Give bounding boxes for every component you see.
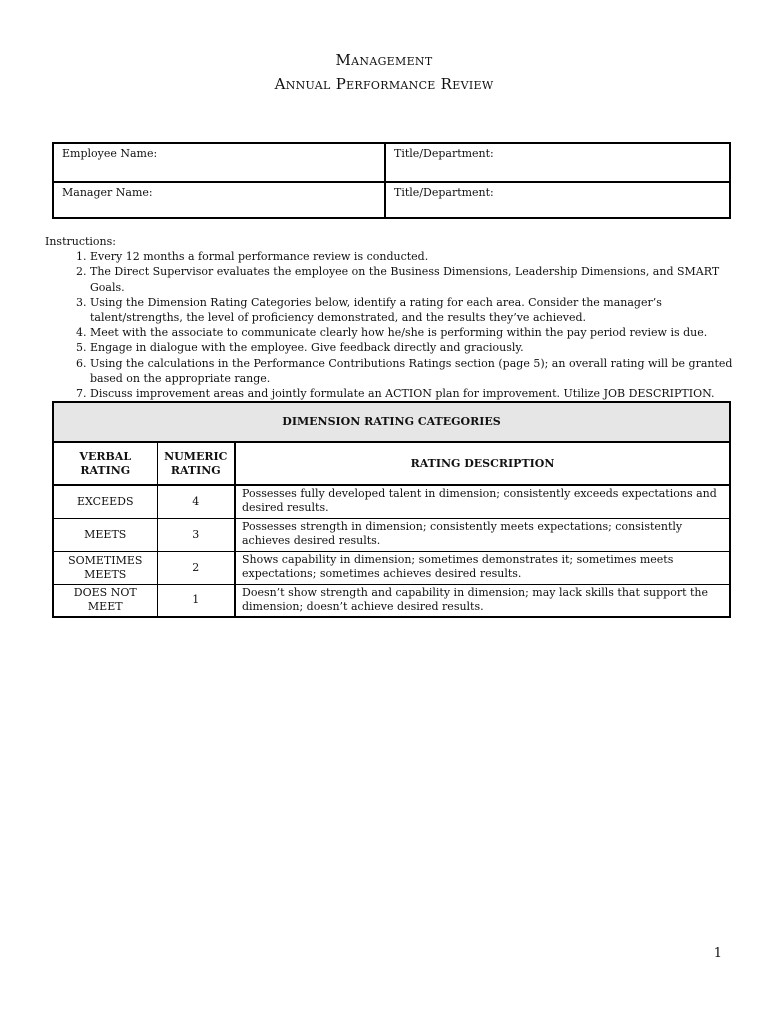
employee-info-table bbox=[52, 142, 731, 219]
instruction-item: 3. Using the Dimension Rating Categories below, identify a rating for each area. Consider the manager’s talent/strengths, the level of proficiency demonstrated, and the results they’ve achieved. bbox=[90, 295, 735, 325]
verbal-rating-cell: EXCEEDS bbox=[53, 485, 157, 518]
rating-table-header-row bbox=[53, 442, 730, 485]
numeric-rating-cell: 4 bbox=[157, 485, 235, 518]
instruction-item: 1. Every 12 months a formal performance review is conducted. bbox=[90, 249, 735, 264]
instruction-item: 4. Meet with the associate to communicate clearly how he/she is performing within the pay period review is due. bbox=[90, 325, 735, 340]
dimension-rating-table bbox=[52, 401, 731, 618]
rating-description-cell: Possesses fully developed talent in dimension; consistently exceeds expectations and desired results. bbox=[235, 485, 730, 518]
instruction-item: 5. Engage in dialogue with the employee. Give feedback directly and graciously. bbox=[90, 340, 735, 355]
instruction-item: 7. Discuss improvement areas and jointly formulate an ACTION plan for improvement. Utilize JOB DESCRIPTION. bbox=[90, 386, 735, 401]
title-line-2: Annual Performance Review bbox=[274, 75, 494, 93]
numeric-rating-cell: 3 bbox=[157, 518, 235, 551]
table-row bbox=[53, 485, 730, 518]
rating-description-cell: Shows capability in dimension; sometimes demonstrates it; sometimes meets expectations; sometimes achieves desired results. bbox=[235, 551, 730, 584]
table-row bbox=[53, 518, 730, 551]
instructions-heading: Instructions: bbox=[45, 235, 116, 248]
rating-description-header: RATING DESCRIPTION bbox=[235, 442, 730, 485]
verbal-rating-header: VERBAL RATING bbox=[53, 442, 157, 485]
rating-description-cell: Doesn’t show strength and capability in dimension; may lack skills that support the dimension; doesn’t achieve desired results. bbox=[235, 584, 730, 617]
document-title bbox=[0, 48, 768, 96]
numeric-rating-header: NUMERIC RATING bbox=[157, 442, 235, 485]
table-row bbox=[53, 584, 730, 617]
verbal-rating-cell: SOMETIMES MEETS bbox=[53, 551, 157, 584]
rating-table-title: DIMENSION RATING CATEGORIES bbox=[53, 402, 730, 442]
table-row bbox=[53, 551, 730, 584]
rating-table-title-row bbox=[53, 402, 730, 442]
numeric-rating-cell: 1 bbox=[157, 584, 235, 617]
instruction-item: 2. The Direct Supervisor evaluates the employee on the Business Dimensions, Leadership Dimensions, and SMART Goals. bbox=[90, 264, 735, 294]
rating-description-cell: Possesses strength in dimension; consistently meets expectations; consistently achieves desired results. bbox=[235, 518, 730, 551]
verbal-rating-cell: DOES NOT MEET bbox=[53, 584, 157, 617]
employee-name-cell[interactable]: Employee Name: bbox=[53, 143, 385, 182]
info-row-employee bbox=[53, 143, 730, 182]
verbal-rating-cell: MEETS bbox=[53, 518, 157, 551]
instructions-section bbox=[45, 234, 735, 401]
manager-title-department-cell[interactable]: Title/Department: bbox=[385, 182, 730, 218]
employee-title-department-cell[interactable]: Title/Department: bbox=[385, 143, 730, 182]
instruction-item: 6. Using the calculations in the Performance Contributions Ratings section (page 5); an overall rating will be granted based on the appropriate range. bbox=[90, 356, 735, 386]
numeric-rating-cell: 2 bbox=[157, 551, 235, 584]
title-line-1: Management bbox=[335, 51, 433, 69]
page-number: 1 bbox=[713, 946, 722, 961]
instructions-list bbox=[45, 249, 735, 401]
manager-name-cell[interactable]: Manager Name: bbox=[53, 182, 385, 218]
info-row-manager bbox=[53, 182, 730, 218]
